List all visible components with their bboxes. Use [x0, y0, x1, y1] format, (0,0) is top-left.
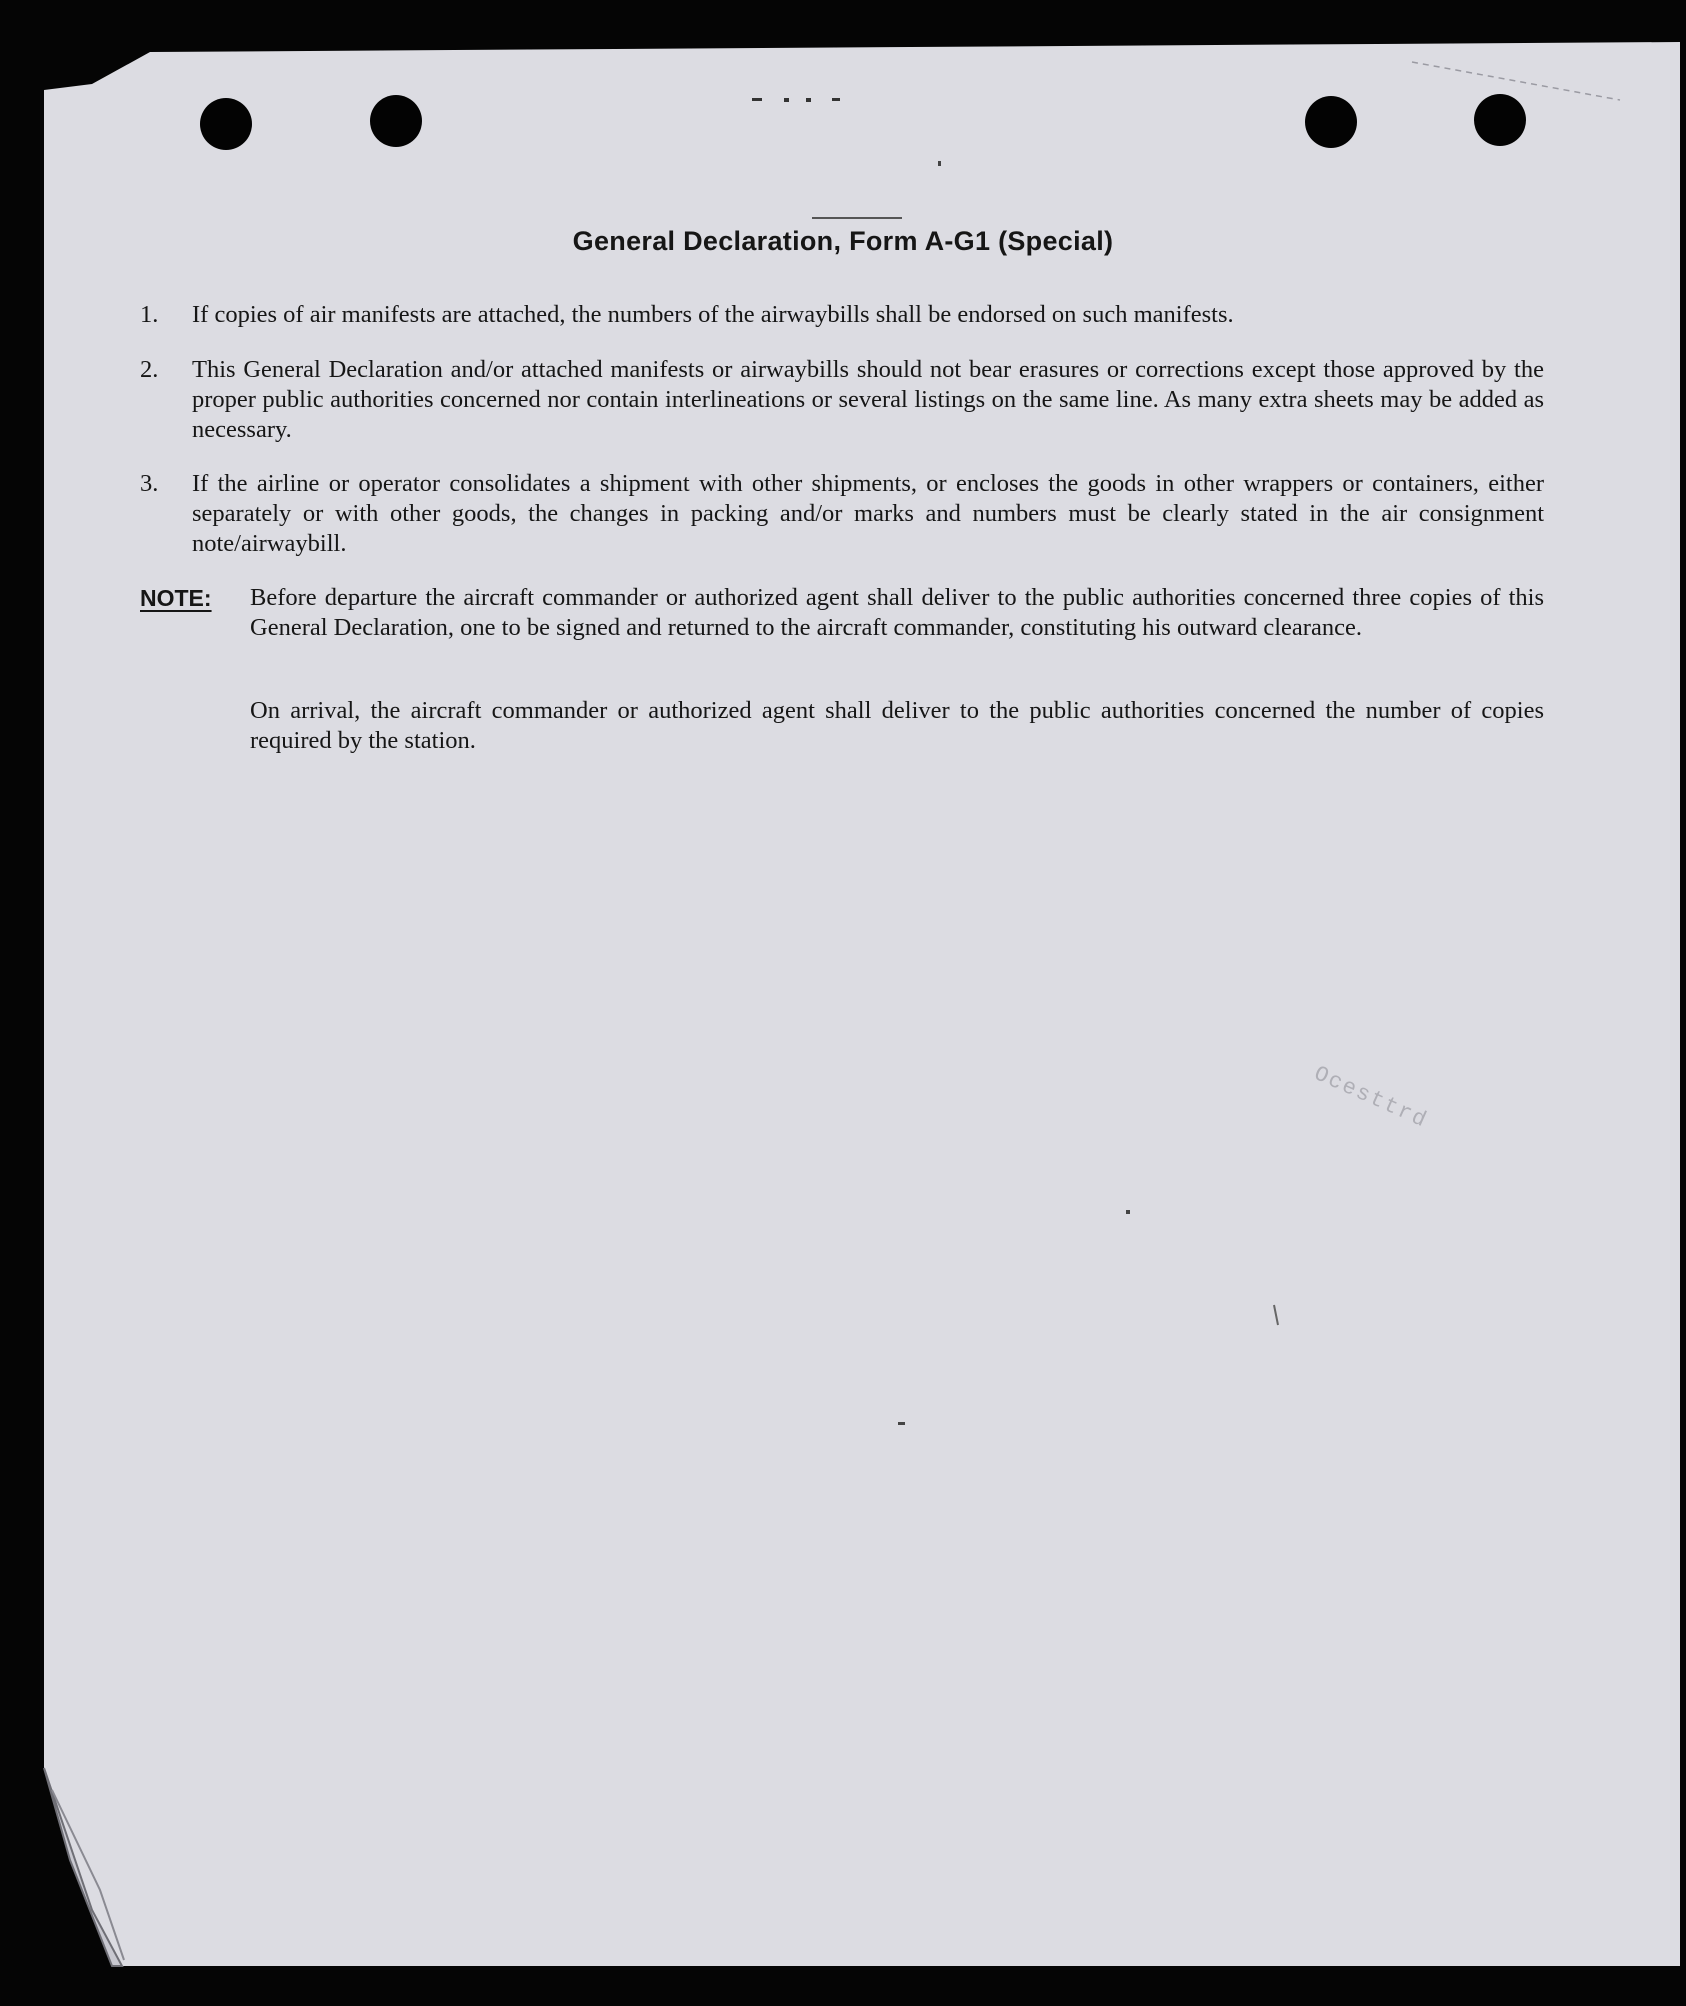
- item-number: 2.: [140, 356, 159, 383]
- item-text: If copies of air manifests are attached, the numbers of the airwaybills shall be endorsed on such manifests.: [192, 301, 1234, 328]
- item-number: 1.: [140, 301, 159, 328]
- instruction-item-2: [140, 355, 1544, 445]
- item-text: If the airline or operator consolidates a shipment with other shipments, or encloses the goods in other wrappers or containers, either separately or with other goods, the changes in packing and/or marks and numbers must be clearly stated in the air consignment note/airwaybill.: [192, 470, 1544, 557]
- instruction-item-1: [140, 300, 1544, 330]
- document-title: General Declaration, Form A-G1 (Special): [572, 226, 1114, 256]
- note-label: NOTE:: [140, 585, 212, 611]
- note-section: [140, 583, 1544, 643]
- note-paragraph-1: Before departure the aircraft commander or authorized agent shall deliver to the public authorities concerned three copies of this General Declaration, one to be signed and returned to the aircraft commander, constituting his outward clearance.: [250, 584, 1544, 641]
- note-paragraph-2: On arrival, the aircraft commander or authorized agent shall deliver to the public authorities concerned the number of copies required by the station.: [250, 697, 1544, 754]
- item-number: 3.: [140, 470, 159, 497]
- instruction-item-3: [140, 469, 1544, 559]
- faint-stamp: Ocesttrd: [1310, 1061, 1432, 1134]
- item-text: This General Declaration and/or attached manifests or airwaybills should not bear erasures or corrections except those approved by the proper public authorities concerned nor contain interlineations or several listings on the same line. As many extra sheets may be added as necessary.: [192, 356, 1544, 443]
